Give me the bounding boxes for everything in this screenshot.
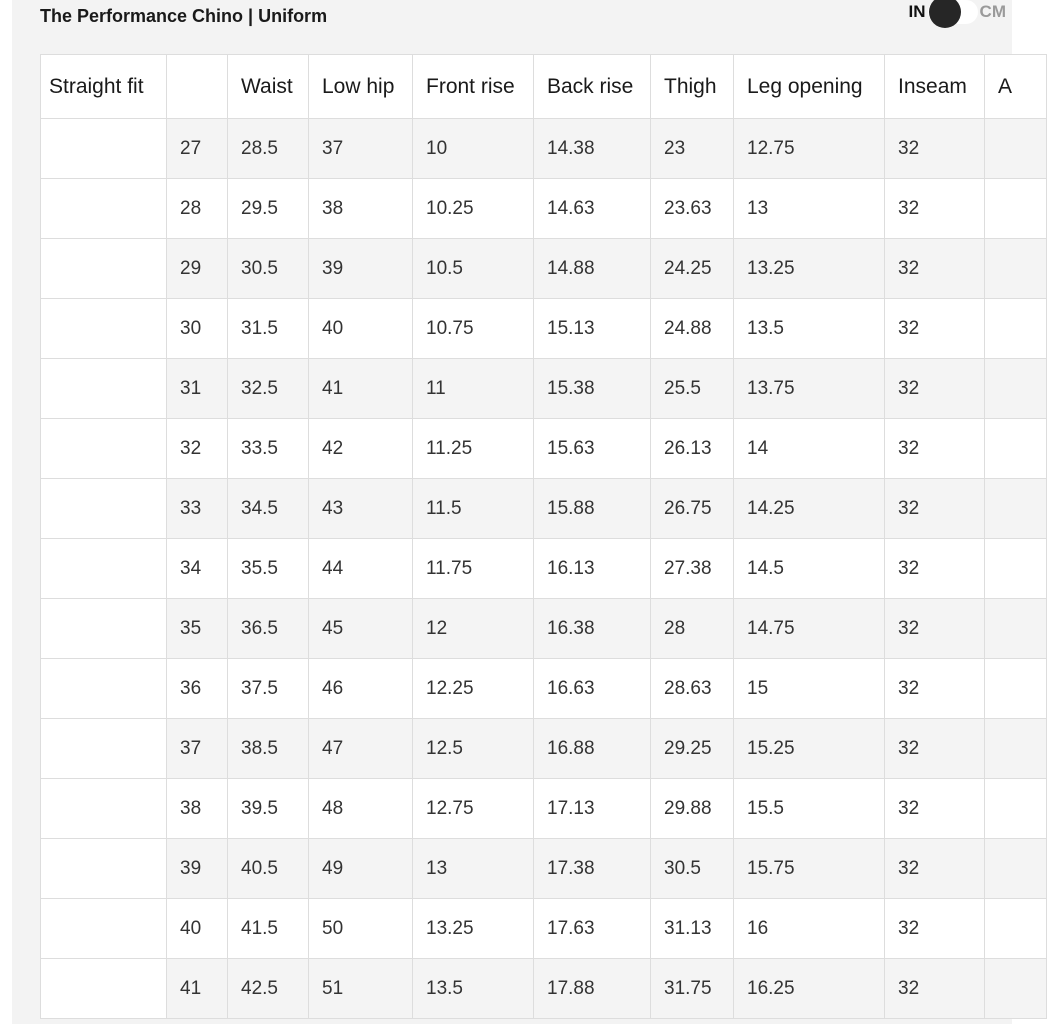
back-rise-cell: 16.38 — [534, 599, 651, 659]
table-row — [41, 959, 1047, 1019]
low-hip-cell: 49 — [309, 839, 413, 899]
partial-cell — [985, 599, 1047, 659]
inseam-cell: 32 — [885, 359, 985, 419]
size-cell: 41 — [167, 959, 228, 1019]
column-header-leg-opening: Leg opening — [734, 55, 885, 119]
fit-cell — [41, 899, 167, 959]
leg-opening-cell: 14.5 — [734, 539, 885, 599]
column-header-size — [167, 55, 228, 119]
partial-cell — [985, 299, 1047, 359]
unit-in-label[interactable]: IN — [908, 2, 926, 21]
fit-cell — [41, 239, 167, 299]
back-rise-cell: 16.63 — [534, 659, 651, 719]
fit-cell — [41, 719, 167, 779]
thigh-cell: 23.63 — [651, 179, 734, 239]
thigh-cell: 31.75 — [651, 959, 734, 1019]
partial-cell — [985, 839, 1047, 899]
front-rise-cell: 10.5 — [413, 239, 534, 299]
size-table-scroll-area[interactable] — [40, 54, 1013, 1034]
table-row — [41, 899, 1047, 959]
fit-cell — [41, 359, 167, 419]
waist-cell: 32.5 — [228, 359, 309, 419]
inseam-cell: 32 — [885, 239, 985, 299]
partial-cell — [985, 899, 1047, 959]
thigh-cell: 29.88 — [651, 779, 734, 839]
size-cell: 27 — [167, 119, 228, 179]
front-rise-cell: 11.75 — [413, 539, 534, 599]
front-rise-cell: 13 — [413, 839, 534, 899]
table-row — [41, 179, 1047, 239]
size-table-body — [41, 119, 1047, 1019]
unit-cm-label[interactable]: CM — [979, 2, 1006, 21]
size-cell: 37 — [167, 719, 228, 779]
thigh-cell: 27.38 — [651, 539, 734, 599]
column-header-back-rise: Back rise — [534, 55, 651, 119]
front-rise-cell: 11 — [413, 359, 534, 419]
inseam-cell: 32 — [885, 599, 985, 659]
waist-cell: 36.5 — [228, 599, 309, 659]
partial-cell — [985, 659, 1047, 719]
waist-cell: 33.5 — [228, 419, 309, 479]
back-rise-cell: 14.38 — [534, 119, 651, 179]
partial-cell — [985, 539, 1047, 599]
table-row — [41, 719, 1047, 779]
thigh-cell: 29.25 — [651, 719, 734, 779]
back-rise-cell: 14.63 — [534, 179, 651, 239]
low-hip-cell: 38 — [309, 179, 413, 239]
leg-opening-cell: 16 — [734, 899, 885, 959]
partial-cell — [985, 419, 1047, 479]
unit-switch[interactable] — [928, 0, 978, 24]
inseam-cell: 32 — [885, 119, 985, 179]
partial-cell — [985, 959, 1047, 1019]
back-rise-cell: 15.38 — [534, 359, 651, 419]
back-rise-cell: 15.88 — [534, 479, 651, 539]
column-header-partial: A — [985, 55, 1047, 119]
inseam-cell: 32 — [885, 959, 985, 1019]
leg-opening-cell: 14.25 — [734, 479, 885, 539]
partial-cell — [985, 239, 1047, 299]
inseam-cell: 32 — [885, 299, 985, 359]
low-hip-cell: 44 — [309, 539, 413, 599]
back-rise-cell: 17.38 — [534, 839, 651, 899]
partial-cell — [985, 359, 1047, 419]
waist-cell: 28.5 — [228, 119, 309, 179]
inseam-cell: 32 — [885, 479, 985, 539]
fit-cell — [41, 659, 167, 719]
thigh-cell: 23 — [651, 119, 734, 179]
fit-cell — [41, 119, 167, 179]
front-rise-cell: 10 — [413, 119, 534, 179]
inseam-cell: 32 — [885, 659, 985, 719]
partial-cell — [985, 119, 1047, 179]
size-table — [40, 54, 1047, 1019]
waist-cell: 30.5 — [228, 239, 309, 299]
low-hip-cell: 51 — [309, 959, 413, 1019]
low-hip-cell: 37 — [309, 119, 413, 179]
table-header-row — [41, 55, 1047, 119]
low-hip-cell: 50 — [309, 899, 413, 959]
waist-cell: 29.5 — [228, 179, 309, 239]
size-chart-panel — [12, 0, 1012, 1024]
leg-opening-cell: 15.25 — [734, 719, 885, 779]
front-rise-cell: 12 — [413, 599, 534, 659]
front-rise-cell: 12.5 — [413, 719, 534, 779]
size-cell: 30 — [167, 299, 228, 359]
fit-cell — [41, 599, 167, 659]
leg-opening-cell: 15.5 — [734, 779, 885, 839]
size-cell: 31 — [167, 359, 228, 419]
leg-opening-cell: 14.75 — [734, 599, 885, 659]
size-cell: 36 — [167, 659, 228, 719]
inseam-cell: 32 — [885, 839, 985, 899]
table-row — [41, 479, 1047, 539]
fit-cell — [41, 299, 167, 359]
low-hip-cell: 45 — [309, 599, 413, 659]
front-rise-cell: 12.25 — [413, 659, 534, 719]
waist-cell: 38.5 — [228, 719, 309, 779]
leg-opening-cell: 13.25 — [734, 239, 885, 299]
waist-cell: 41.5 — [228, 899, 309, 959]
waist-cell: 37.5 — [228, 659, 309, 719]
table-row — [41, 779, 1047, 839]
size-cell: 28 — [167, 179, 228, 239]
inseam-cell: 32 — [885, 419, 985, 479]
fit-cell — [41, 539, 167, 599]
thigh-cell: 30.5 — [651, 839, 734, 899]
front-rise-cell: 11.5 — [413, 479, 534, 539]
thigh-cell: 24.88 — [651, 299, 734, 359]
column-header-front-rise: Front rise — [413, 55, 534, 119]
partial-cell — [985, 479, 1047, 539]
table-row — [41, 239, 1047, 299]
size-cell: 40 — [167, 899, 228, 959]
leg-opening-cell: 15.75 — [734, 839, 885, 899]
fit-cell — [41, 959, 167, 1019]
front-rise-cell: 13.5 — [413, 959, 534, 1019]
column-header-inseam: Inseam — [885, 55, 985, 119]
leg-opening-cell: 15 — [734, 659, 885, 719]
inseam-cell: 32 — [885, 539, 985, 599]
size-cell: 35 — [167, 599, 228, 659]
front-rise-cell: 10.25 — [413, 179, 534, 239]
low-hip-cell: 42 — [309, 419, 413, 479]
partial-cell — [985, 179, 1047, 239]
unit-toggle[interactable] — [909, 0, 1006, 24]
low-hip-cell: 40 — [309, 299, 413, 359]
table-row — [41, 419, 1047, 479]
low-hip-cell: 48 — [309, 779, 413, 839]
column-header-thigh: Thigh — [651, 55, 734, 119]
leg-opening-cell: 13.5 — [734, 299, 885, 359]
low-hip-cell: 47 — [309, 719, 413, 779]
table-row — [41, 299, 1047, 359]
back-rise-cell: 17.13 — [534, 779, 651, 839]
fit-cell — [41, 479, 167, 539]
inseam-cell: 32 — [885, 899, 985, 959]
back-rise-cell: 17.63 — [534, 899, 651, 959]
leg-opening-cell: 16.25 — [734, 959, 885, 1019]
back-rise-cell: 14.88 — [534, 239, 651, 299]
leg-opening-cell: 13.75 — [734, 359, 885, 419]
leg-opening-cell: 12.75 — [734, 119, 885, 179]
size-cell: 29 — [167, 239, 228, 299]
thigh-cell: 28.63 — [651, 659, 734, 719]
fit-cell — [41, 179, 167, 239]
fit-cell — [41, 839, 167, 899]
size-cell: 38 — [167, 779, 228, 839]
unit-switch-knob[interactable] — [929, 0, 961, 28]
back-rise-cell: 15.13 — [534, 299, 651, 359]
back-rise-cell: 16.88 — [534, 719, 651, 779]
table-row — [41, 839, 1047, 899]
waist-cell: 31.5 — [228, 299, 309, 359]
inseam-cell: 32 — [885, 719, 985, 779]
column-header-low-hip: Low hip — [309, 55, 413, 119]
table-row — [41, 599, 1047, 659]
thigh-cell: 25.5 — [651, 359, 734, 419]
thigh-cell: 28 — [651, 599, 734, 659]
thigh-cell: 31.13 — [651, 899, 734, 959]
size-cell: 39 — [167, 839, 228, 899]
front-rise-cell: 12.75 — [413, 779, 534, 839]
inseam-cell: 32 — [885, 179, 985, 239]
front-rise-cell: 11.25 — [413, 419, 534, 479]
waist-cell: 42.5 — [228, 959, 309, 1019]
low-hip-cell: 41 — [309, 359, 413, 419]
partial-cell — [985, 719, 1047, 779]
inseam-cell: 32 — [885, 779, 985, 839]
back-rise-cell: 15.63 — [534, 419, 651, 479]
thigh-cell: 24.25 — [651, 239, 734, 299]
waist-cell: 39.5 — [228, 779, 309, 839]
thigh-cell: 26.75 — [651, 479, 734, 539]
waist-cell: 35.5 — [228, 539, 309, 599]
leg-opening-cell: 14 — [734, 419, 885, 479]
low-hip-cell: 43 — [309, 479, 413, 539]
front-rise-cell: 13.25 — [413, 899, 534, 959]
partial-cell — [985, 779, 1047, 839]
page-title: The Performance Chino | Uniform — [40, 6, 328, 26]
front-rise-cell: 10.75 — [413, 299, 534, 359]
fit-cell — [41, 779, 167, 839]
fit-cell — [41, 419, 167, 479]
size-cell: 34 — [167, 539, 228, 599]
column-header-waist: Waist — [228, 55, 309, 119]
table-row — [41, 359, 1047, 419]
waist-cell: 40.5 — [228, 839, 309, 899]
waist-cell: 34.5 — [228, 479, 309, 539]
size-cell: 33 — [167, 479, 228, 539]
table-row — [41, 539, 1047, 599]
thigh-cell: 26.13 — [651, 419, 734, 479]
fit-header: Straight fit — [41, 55, 167, 119]
size-cell: 32 — [167, 419, 228, 479]
leg-opening-cell: 13 — [734, 179, 885, 239]
low-hip-cell: 39 — [309, 239, 413, 299]
low-hip-cell: 46 — [309, 659, 413, 719]
table-row — [41, 659, 1047, 719]
table-row — [41, 119, 1047, 179]
back-rise-cell: 17.88 — [534, 959, 651, 1019]
back-rise-cell: 16.13 — [534, 539, 651, 599]
